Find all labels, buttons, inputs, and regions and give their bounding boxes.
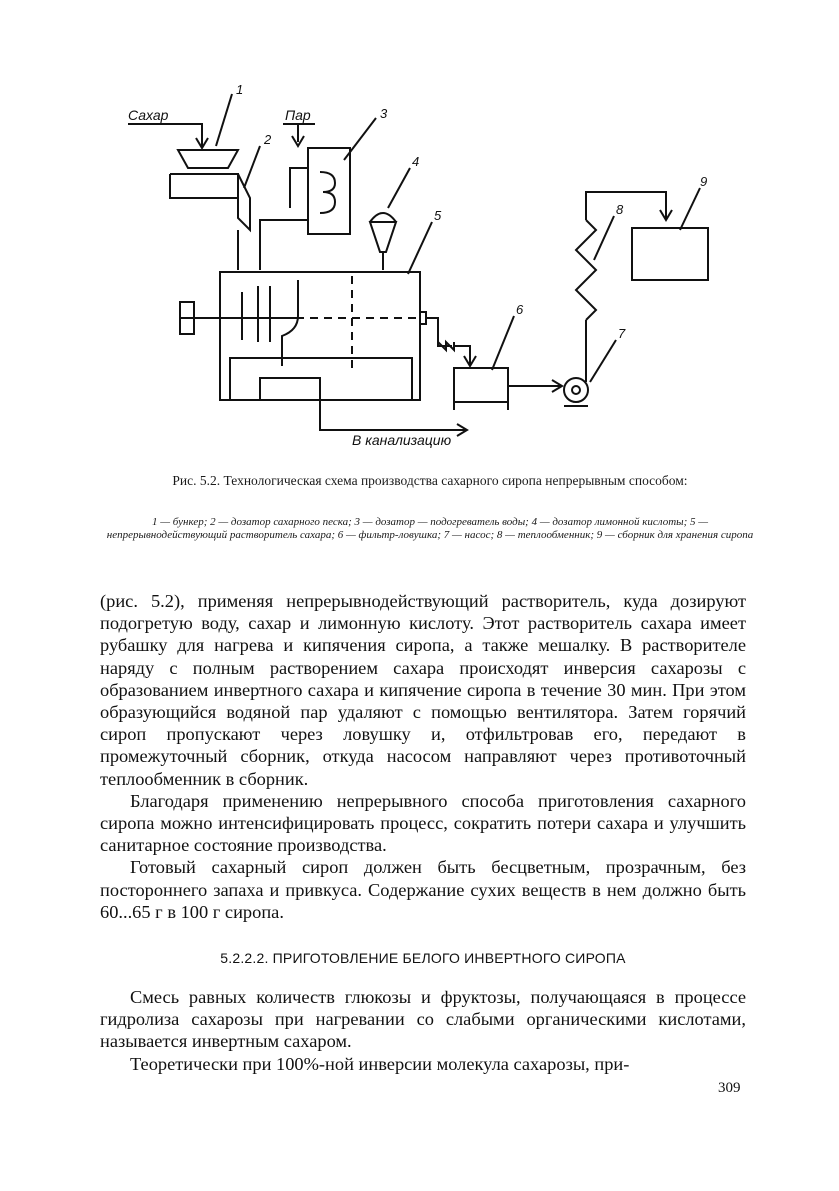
paragraph: (рис. 5.2), применяя непрерывнодействующий растворитель, куда дозируют подогретую воду, сахар и лимонную кислоту. Этот растворитель сахара имеет рубашку для нагрева и кипячения сиропа, а также мешалку. В растворителе наряду с полным растворением сахара происходят инверсия сахарозы с образованием инвертного сахара и кипячение сиропа в течение 30 мин. При этом образующийся водяной пар удаляют с помощью вентилятора. Затем горячий сироп пропускают через ловушку и, отфильтровав его, передают в промежуточный сборник, откуда насосом направляют через противоточный теплообменник в сборник. xyxy=(100,591,746,789)
heater-coil xyxy=(320,172,335,213)
leader-4 xyxy=(388,168,410,208)
leader-5 xyxy=(408,222,432,274)
label-sewer: В канализацию xyxy=(352,432,452,448)
heater-outlet-line xyxy=(260,220,308,270)
number-6: 6 xyxy=(516,302,524,317)
number-8: 8 xyxy=(616,202,624,217)
number-2: 2 xyxy=(264,132,272,147)
paragraph: Теоретически при 100%-ной инверсии молекула сахарозы, при- xyxy=(130,1053,630,1074)
acid-doser-4 xyxy=(370,222,396,252)
number-1: 1 xyxy=(236,82,244,97)
leader-1 xyxy=(216,94,232,146)
figure-caption-title: Рис. 5.2. Технологическая схема производства сахарного сиропа непрерывным способом: xyxy=(172,473,688,488)
page-number: 309 xyxy=(718,1080,741,1096)
section-heading: 5.2.2.2. ПРИГОТОВЛЕНИЕ БЕЛОГО ИНВЕРТНОГО СИРОПА xyxy=(220,950,626,966)
syrup-collector-9 xyxy=(632,228,708,280)
heat-exchanger-8 xyxy=(576,220,596,320)
pump-7-hub xyxy=(572,386,580,394)
number-7: 7 xyxy=(618,326,626,341)
paragraph: Благодаря применению непрерывного способа приготовления сахарного сиропа можно интенсифицировать процесс, сократить потери сахара и улучшить санитарное состояние производства. xyxy=(100,790,746,856)
text-block-2 xyxy=(100,986,746,1075)
leader-7 xyxy=(590,340,616,382)
paragraph: Смесь равных количеств глюкозы и фруктозы, получающаяся в процессе гидролиза сахарозы при нагревании со слабыми органическими кислотами, называется инвертным сахаром. xyxy=(100,987,746,1052)
figure-caption-legend: 1 — бункер; 2 — дозатор сахарного песка; 3 — дозатор — подогреватель воды; 4 — дозатор лимонной кислоты; 5 — непрерывнодействующий растворитель сахара; 6 — фильтр-ловушка; 7 — насос; 8 — теплообменник; 9 — сборник для хранения сиропа xyxy=(106,516,754,541)
pipe-to-collector xyxy=(586,192,666,220)
number-3: 3 xyxy=(380,106,388,121)
sugar-doser-2 xyxy=(170,174,250,230)
leader-8 xyxy=(594,216,614,260)
sugar-feed-line xyxy=(190,124,202,146)
dissolver-baffle xyxy=(282,280,298,366)
diagram-svg xyxy=(120,80,760,460)
process-diagram xyxy=(120,80,760,460)
bunker-1 xyxy=(178,150,238,168)
number-5: 5 xyxy=(434,208,442,223)
leader-2 xyxy=(244,146,260,188)
paragraph: Готовый сахарный сироп должен быть бесцветным, прозрачным, без постороннего запаха и привкуса. Содержание сухих веществ в нем должно быть 60...65 г в 100 г сиропа. xyxy=(100,857,746,922)
leader-9 xyxy=(680,188,700,230)
leader-3 xyxy=(344,118,376,160)
sugar-doser-2-body xyxy=(170,174,238,198)
label-steam: Пар xyxy=(285,107,311,123)
text-block-1 xyxy=(100,590,746,923)
leader-6 xyxy=(492,316,514,370)
acid-doser-4-cap xyxy=(370,213,396,222)
number-9: 9 xyxy=(700,174,708,189)
filter-trap-6 xyxy=(454,368,508,402)
steam-inlet xyxy=(290,168,308,208)
sewer-line xyxy=(260,378,465,430)
label-sugar: Сахар xyxy=(128,107,169,123)
dissolver-outlet-flange xyxy=(420,312,426,324)
number-4: 4 xyxy=(412,154,420,169)
pump-7 xyxy=(564,378,588,402)
